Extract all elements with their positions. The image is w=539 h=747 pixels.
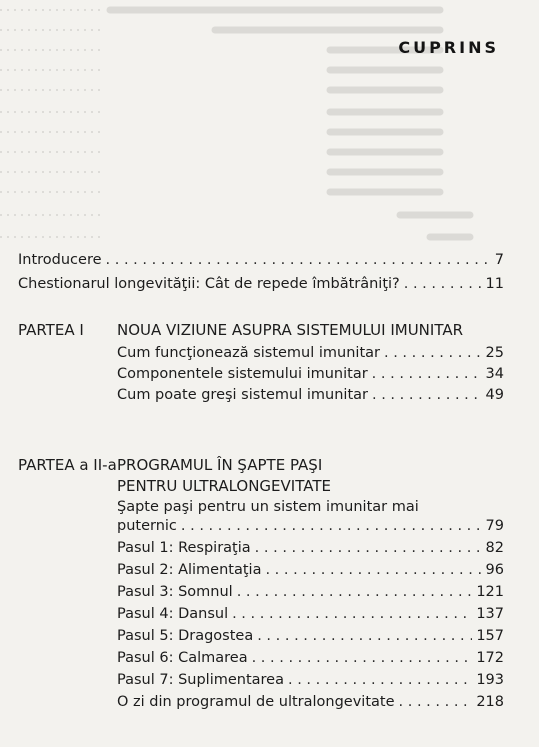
dot-leader: [253, 628, 472, 644]
dot-leader: [284, 672, 472, 688]
part-title-continued: PENTRU ULTRALONGEVITATE: [117, 477, 331, 495]
toc-page-number: 7: [494, 252, 504, 268]
toc-entry-title-line1: Şapte paşi pentru un sistem imunitar mai: [117, 499, 419, 515]
dot-leader: [248, 650, 473, 666]
page-title: CUPRINS: [398, 38, 499, 57]
toc-entry[interactable]: [117, 387, 504, 403]
toc-entry[interactable]: [117, 694, 504, 710]
toc-page-number: 34: [485, 366, 504, 382]
dot-leader: [400, 276, 482, 292]
toc-entry-title: Cum funcţionează sistemul imunitar: [117, 345, 380, 361]
part-title: NOUA VIZIUNE ASUPRA SISTEMULUI IMUNITAR: [117, 321, 463, 339]
toc-entry-title: Pasul 7: Suplimentarea: [117, 672, 284, 688]
dot-leader: [380, 345, 482, 361]
toc-entry-title: Pasul 6: Calmarea: [117, 650, 248, 666]
toc-page-number: 96: [485, 562, 504, 578]
toc-entry[interactable]: [117, 628, 504, 644]
toc-entry[interactable]: [117, 540, 504, 556]
dot-leader: [395, 694, 473, 710]
toc-page-number: 137: [476, 606, 504, 622]
toc-entry-title: Componentele sistemului imunitar: [117, 366, 368, 382]
toc-entry[interactable]: [18, 276, 504, 292]
dot-leader: [368, 366, 482, 382]
toc-entry-title: Pasul 4: Dansul: [117, 606, 229, 622]
toc-page-number: 25: [485, 345, 504, 361]
dot-leader: [177, 518, 482, 534]
toc-page-number: 218: [476, 694, 504, 710]
dot-leader: [261, 562, 481, 578]
toc-entry[interactable]: [117, 562, 504, 578]
toc-entry-title: puternic: [117, 518, 177, 534]
toc-entry[interactable]: [18, 252, 504, 268]
toc-entry[interactable]: [117, 345, 504, 361]
toc-entry-title: O zi din programul de ultralongevitate: [117, 694, 395, 710]
toc-entry[interactable]: [117, 366, 504, 382]
dot-leader: [233, 584, 473, 600]
toc-entry-title: Cum poate greşi sistemul imunitar: [117, 387, 368, 403]
toc-entry-title: Pasul 5: Dragostea: [117, 628, 254, 644]
toc-entry[interactable]: [117, 650, 504, 666]
toc-page-number: 11: [485, 276, 504, 292]
part-title: PROGRAMUL ÎN ŞAPTE PAŞI: [117, 456, 323, 474]
toc-entry[interactable]: [117, 672, 504, 688]
toc-entry-title: Pasul 2: Alimentaţia: [117, 562, 262, 578]
toc-page-number: 193: [476, 672, 504, 688]
toc-entry[interactable]: [117, 584, 504, 600]
toc-page-number: 79: [485, 518, 504, 534]
toc-entry[interactable]: [117, 606, 504, 622]
toc-page-number: 121: [476, 584, 504, 600]
part-label: PARTEA I: [18, 321, 84, 339]
toc-entry-title: Chestionarul longevităţii: Cât de repede îmbătrâniţi?: [18, 276, 400, 292]
toc-page-number: 49: [485, 387, 504, 403]
toc-entry-title: Pasul 3: Somnul: [117, 584, 233, 600]
dot-leader: [251, 540, 482, 556]
dot-leader: [102, 252, 491, 268]
part-label: PARTEA a II-a: [18, 456, 117, 474]
dot-leader: [368, 387, 482, 403]
toc-entry[interactable]: [117, 518, 504, 534]
toc-page-number: 82: [485, 540, 504, 556]
toc-entry-title: Introducere: [18, 252, 102, 268]
dot-leader: [228, 606, 472, 622]
toc-page-number: 157: [476, 628, 504, 644]
toc-page-number: 172: [476, 650, 504, 666]
toc-entry-title: Pasul 1: Respiraţia: [117, 540, 251, 556]
